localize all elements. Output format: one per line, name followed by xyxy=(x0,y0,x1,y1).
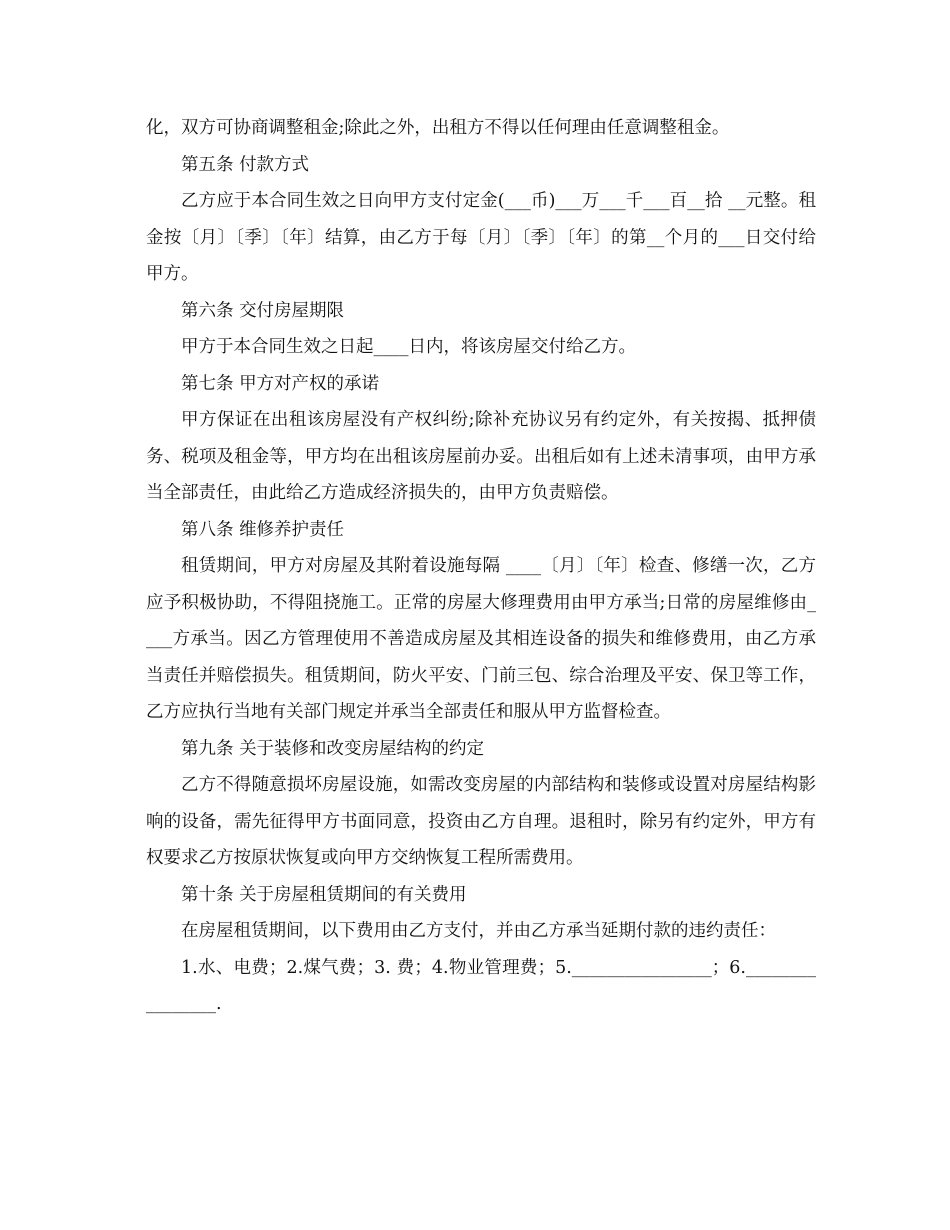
heading-article-7: 第七条 甲方对产权的承诺 xyxy=(181,373,380,394)
heading-article-8: 第八条 维修养护责任 xyxy=(181,519,345,540)
paragraph-rent-adjustment-tail: 化，双方可协商调整租金;除此之外，出租方不得以任何理由任意调整租金。 xyxy=(146,118,730,138)
paragraph-expenses: 在房屋租赁期间，以下费用由乙方支付，并由乙方承当延期付款的违约责任： xyxy=(181,921,776,941)
paragraph-delivery-period: 甲方于本合同生效之日起____日内，将该房屋交付给乙方。 xyxy=(181,337,636,357)
heading-article-10: 第十条 关于房屋租赁期间的有关费用 xyxy=(181,884,467,905)
heading-article-6: 第六条 交付房屋期限 xyxy=(181,300,345,321)
document-body xyxy=(146,110,816,1023)
heading-article-5: 第五条 付款方式 xyxy=(181,154,310,175)
paragraph-expense-list: 1.水、电费；2.煤气费；3. 费；4.物业管理费；5.________________；6.________________. xyxy=(146,957,816,1014)
heading-article-9: 第九条 关于装修和改变房屋结构的约定 xyxy=(181,738,485,759)
paragraph-payment-method: 乙方应于本合同生效之日向甲方支付定金(___币)___万___千___百__拾 __元整。租金按〔月〕〔季〕〔年〕结算，由乙方于每〔月〕〔季〕〔年〕的第__个月的___日交付给甲方。 xyxy=(146,191,816,284)
paragraph-property-rights: 甲方保证在出租该房屋没有产权纠纷;除补充协议另有约定外，有关按揭、抵押债务、税项及租金等，甲方均在出租该房屋前办妥。出租后如有上述未清事项，由甲方承当全部责任，由此给乙方造成经济损失的，由甲方负责赔偿。 xyxy=(146,410,816,503)
paragraph-maintenance: 租赁期间，甲方对房屋及其附着设施每隔 ____〔月〕〔年〕检查、修缮一次，乙方应予积极协助，不得阻挠施工。正常的房屋大修理费用由甲方承当;日常的房屋维修由____方承当。因乙方管理使用不善造成房屋及其相连设备的损失和维修费用，由乙方承当责任并赔偿损失。租赁期间，防火平安、门前三包、综合治理及平安、保卫等工作，乙方应执行当地有关部门规定并承当全部责任和服从甲方监督检查。 xyxy=(146,556,816,722)
paragraph-renovation: 乙方不得随意损坏房屋设施，如需改变房屋的内部结构和装修或设置对房屋结构影响的设备，需先征得甲方书面同意，投资由乙方自理。退租时，除另有约定外，甲方有权要求乙方按原状恢复或向甲方交纳恢复工程所需费用。 xyxy=(146,775,816,868)
